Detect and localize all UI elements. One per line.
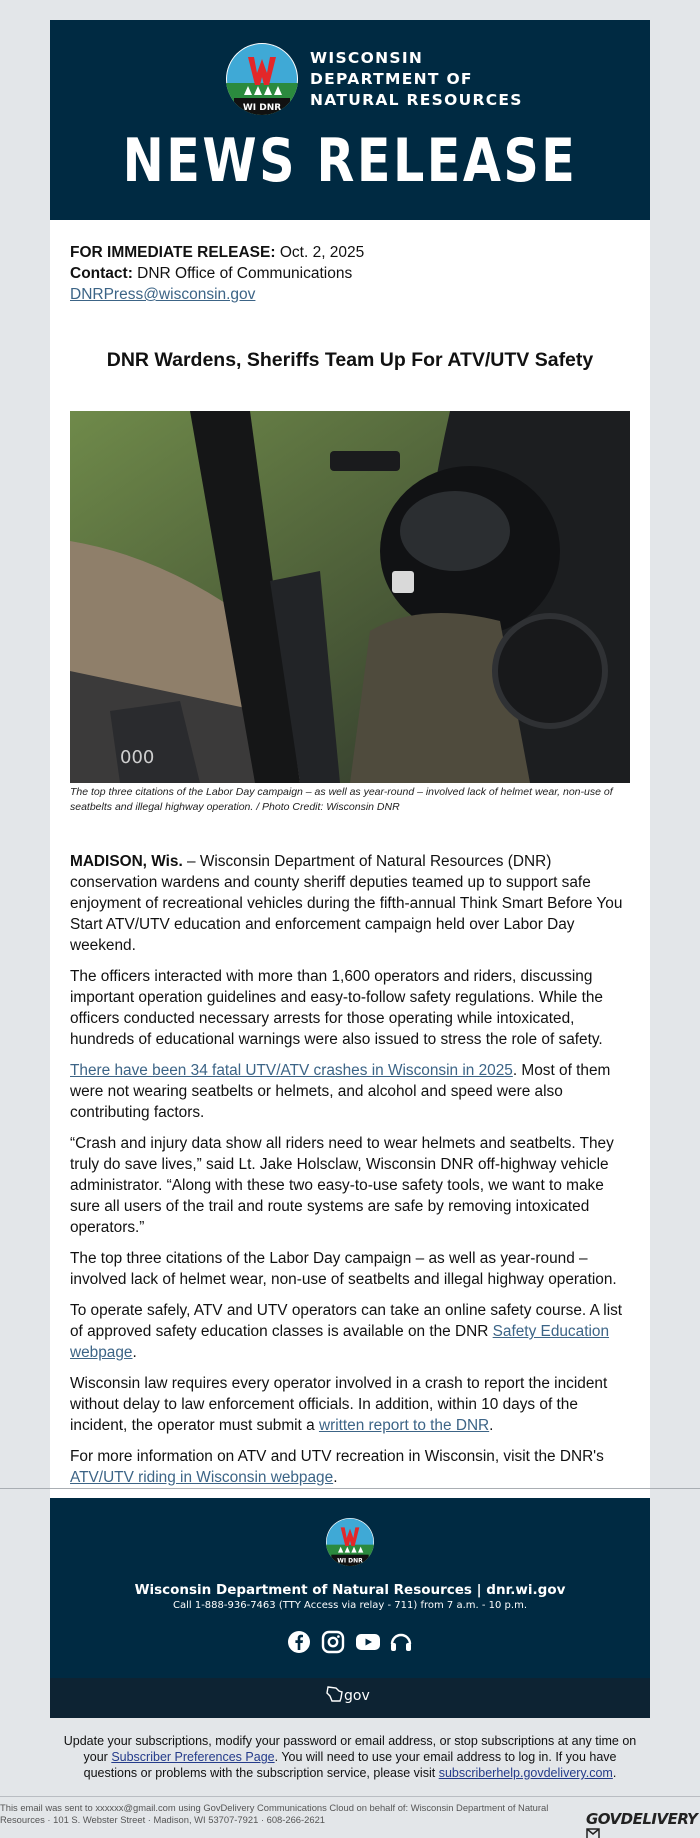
release-meta <box>50 220 650 305</box>
org-line-1: WISCONSIN <box>310 48 424 67</box>
legal-footer: This email was sent to xxxxxx@gmail.com using GovDelivery Communications Cloud on behalf of: Wisconsin Department of Natural Resources · 101 S. Webster Street · Madison, WI 53707-7921 · 608-266-2621 <box>0 1802 549 1825</box>
envelope-icon <box>586 1828 600 1838</box>
social-icons <box>50 1630 650 1654</box>
subscribe-text-3: . <box>612 1766 617 1780</box>
wi-dnr-logo-icon <box>226 43 298 115</box>
footer-call-line: Call 1-888-936-7463 (TTY Access via relay - 711) from 7 a.m. - 10 p.m. <box>172 1600 527 1611</box>
subscribe-text-2: . You will need to use your email address to log in. If you have questions or problems with the subscription service, please visit <box>83 1750 617 1780</box>
fatal-crashes-link[interactable]: There have been 34 fatal UTV/ATV crashes in Wisconsin in 2025 <box>70 1062 513 1079</box>
subscribe-text-1: Update your subscriptions, modify your password or email address, or stop subscriptions at any time on your <box>63 1734 637 1764</box>
paragraph-8 <box>70 1446 630 1488</box>
release-label: FOR IMMEDIATE RELEASE: <box>70 244 276 261</box>
paragraph-2: The officers interacted with more than 1,600 operators and riders, discussing important operation guidelines and easy-to-follow safety regulations. While the officers conducted necessary arrests for those operating while intoxicated, hundreds of educational warnings were also issued to stress the role of safety. <box>70 968 603 1048</box>
svg-text:WI DNR: WI DNR <box>242 103 282 113</box>
paragraph-8-text: For more information on ATV and UTV recreation in Wisconsin, visit the DNR's <box>70 1448 604 1465</box>
wisconsin-shape-icon <box>326 1686 344 1702</box>
paragraph-3 <box>70 1060 630 1123</box>
paragraph-6 <box>70 1300 630 1363</box>
gov-bar <box>50 1678 650 1718</box>
svg-text:WI DNR: WI DNR <box>337 1557 363 1565</box>
contact-value: DNR Office of Communications <box>137 265 353 282</box>
paragraph-8-end: . <box>333 1469 338 1486</box>
podcast-icon[interactable] <box>389 1630 413 1654</box>
dnr-logo-block <box>226 43 523 115</box>
youtube-icon[interactable] <box>355 1630 379 1654</box>
header-banner <box>50 20 650 220</box>
photo-caption: The top three citations of the Labor Day campaign – as well as year-round – involved lack of helmet wear, non-use of seatbelts and illegal highway operation. / Photo Credit: Wisconsin DNR <box>70 786 613 813</box>
gov-logo-text: gov <box>344 1688 370 1704</box>
paragraph-3-text: . Most of them were not wearing seatbelts or helmets, and alcohol and speed were also contributing factors. <box>70 1062 611 1121</box>
paragraph-7 <box>70 1373 630 1436</box>
paragraph-6-end: . <box>132 1344 137 1361</box>
release-date: Oct. 2, 2025 <box>279 244 365 261</box>
subscription-notice <box>58 1733 642 1781</box>
facebook-icon[interactable] <box>287 1630 311 1654</box>
atv-utv-riding-link[interactable]: ATV/UTV riding in Wisconsin webpage <box>70 1469 334 1486</box>
section-divider <box>0 1488 700 1489</box>
paragraph-7-text: Wisconsin law requires every operator involved in a crash to report the incident without delay to law enforcement officials. In addition, within 10 days of the incident, the operator must submit a <box>70 1375 608 1434</box>
contact-label: Contact: <box>70 265 133 282</box>
paragraph-6-text: To operate safely, ATV and UTV operators can take an online safety course. A list of approved safety education classes is available on the DNR <box>70 1302 623 1340</box>
safety-education-link[interactable]: Safety Education webpage <box>70 1323 610 1361</box>
org-line-3: NATURAL RESOURCES <box>310 90 523 109</box>
org-name <box>310 48 523 111</box>
paragraph-5: The top three citations of the Labor Day campaign – as well as year-round – involved lack of helmet wear, non-use of seatbelts and illegal highway operation. <box>70 1250 617 1288</box>
written-report-link[interactable]: written report to the DNR <box>318 1417 490 1434</box>
footer <box>50 1498 650 1718</box>
org-line-2: DEPARTMENT OF <box>310 69 473 88</box>
instagram-icon[interactable] <box>321 1630 345 1654</box>
paragraph-4: “Crash and injury data show all riders need to wear helmets and seatbelts. They truly do save lives,” said Lt. Jake Holsclaw, Wisconsin DNR off-highway vehicle administrator. “Along with these two easy-to-use safety tools, we want to make sure all users of the trail and route systems are safe by removing intoxicated operators.” <box>70 1135 614 1236</box>
subscriber-preferences-link[interactable]: Subscriber Preferences Page <box>111 1750 275 1764</box>
dateline: MADISON, Wis. <box>70 853 183 870</box>
paragraph-1 <box>70 851 630 956</box>
paragraph-1-text: – Wisconsin Department of Natural Resources (DNR) conservation wardens and county sheriff deputies teamed up to support safe enjoyment of recreational vehicles during the fifth-annual Think Smart Before You Start ATV/UTV education and enforcement campaign held over Labor Day weekend. <box>70 853 623 954</box>
news-release-title: NEWS RELEASE <box>122 126 578 196</box>
subscriber-help-link[interactable]: subscriberhelp.govdelivery.com <box>438 1766 613 1780</box>
news-release-card <box>50 20 650 1534</box>
footer-dnr-logo-icon[interactable] <box>326 1518 374 1566</box>
article-body <box>50 815 650 1534</box>
govdelivery-logo[interactable] <box>586 1810 700 1838</box>
svg-text:000: 000 <box>120 747 155 768</box>
govdelivery-logo-text: GOVDELIVERY <box>586 1810 698 1828</box>
press-email-link[interactable]: DNRPress@wisconsin.gov <box>70 286 256 303</box>
footer-org-line[interactable]: Wisconsin Department of Natural Resources | dnr.wi.gov <box>134 1582 566 1598</box>
gov-logo[interactable] <box>326 1686 370 1704</box>
bottom-divider <box>0 1796 700 1797</box>
utv-rider-photo <box>70 411 630 783</box>
headline: DNR Wardens, Sheriffs Team Up For ATV/UTV Safety <box>106 349 594 371</box>
paragraph-7-end: . <box>489 1417 494 1434</box>
